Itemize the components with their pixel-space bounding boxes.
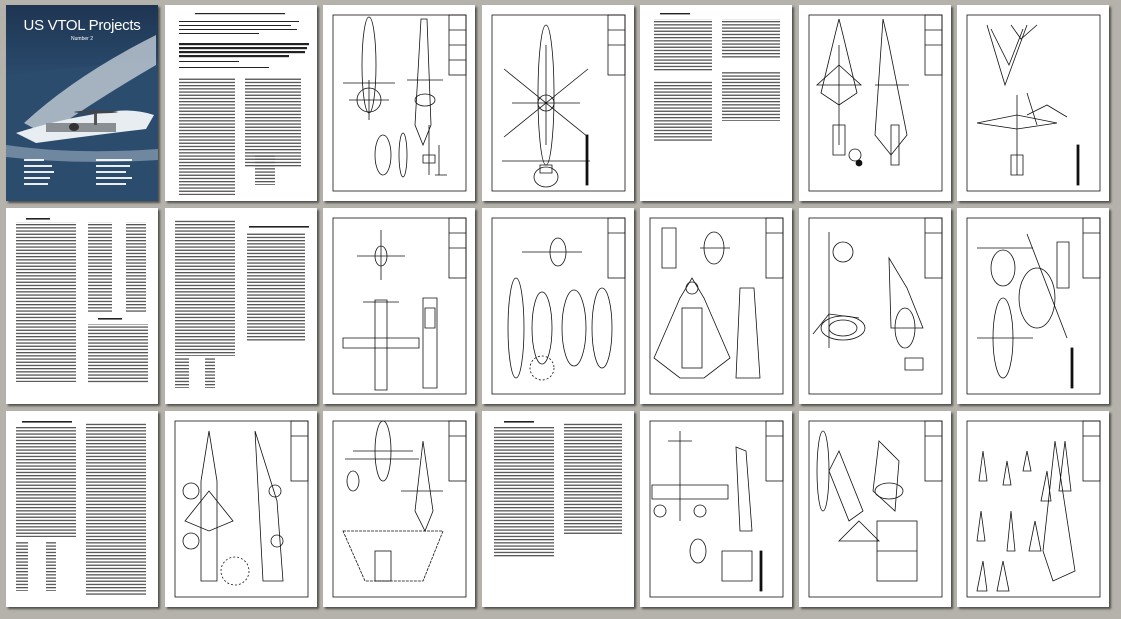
text-page [6, 411, 158, 607]
page-thumbnail-15[interactable] [6, 411, 158, 607]
technical-drawing [323, 5, 475, 201]
page-thumbnail-3[interactable] [323, 5, 475, 201]
technical-drawing [482, 5, 634, 201]
page-thumbnail-16[interactable] [165, 411, 317, 607]
page-thumbnail-11[interactable] [482, 208, 634, 404]
text-page [482, 411, 634, 607]
page-thumbnail-18[interactable] [482, 411, 634, 607]
technical-drawing [323, 208, 475, 404]
page-thumbnail-5[interactable] [640, 5, 792, 201]
page-thumbnail-19[interactable] [640, 411, 792, 607]
page-thumbnail-20[interactable] [799, 411, 951, 607]
technical-drawing [799, 208, 951, 404]
technical-drawing [482, 208, 634, 404]
technical-drawing [957, 5, 1109, 201]
page-thumbnail-8[interactable] [6, 208, 158, 404]
page-thumbnail-21[interactable] [957, 411, 1109, 607]
technical-drawing [640, 208, 792, 404]
page-thumbnail-10[interactable] [323, 208, 475, 404]
technical-drawing [799, 411, 951, 607]
cover-title: US VTOL Projects [23, 17, 141, 34]
page-thumbnail-17[interactable] [323, 411, 475, 607]
technical-drawing [957, 411, 1109, 607]
technical-drawing [323, 411, 475, 607]
page-thumbnail-6[interactable] [799, 5, 951, 201]
page-thumbnail-4[interactable] [482, 5, 634, 201]
page-thumbnail-1-cover[interactable] [6, 5, 158, 201]
page-thumbnail-12[interactable] [640, 208, 792, 404]
page-thumbnail-9[interactable] [165, 208, 317, 404]
text-page [640, 5, 792, 201]
page-thumbnail-14[interactable] [957, 208, 1109, 404]
text-page [165, 208, 317, 404]
cover-contents-list [24, 159, 144, 189]
text-page [165, 5, 317, 201]
technical-drawing [165, 411, 317, 607]
page-thumbnail-2[interactable] [165, 5, 317, 201]
technical-drawing [799, 5, 951, 201]
page-thumbnail-grid [6, 5, 1109, 607]
page-thumbnail-13[interactable] [799, 208, 951, 404]
technical-drawing [957, 208, 1109, 404]
cover-subtitle: Number 2 [71, 36, 93, 42]
technical-drawing [640, 411, 792, 607]
page-thumbnail-7[interactable] [957, 5, 1109, 201]
text-page [6, 208, 158, 404]
